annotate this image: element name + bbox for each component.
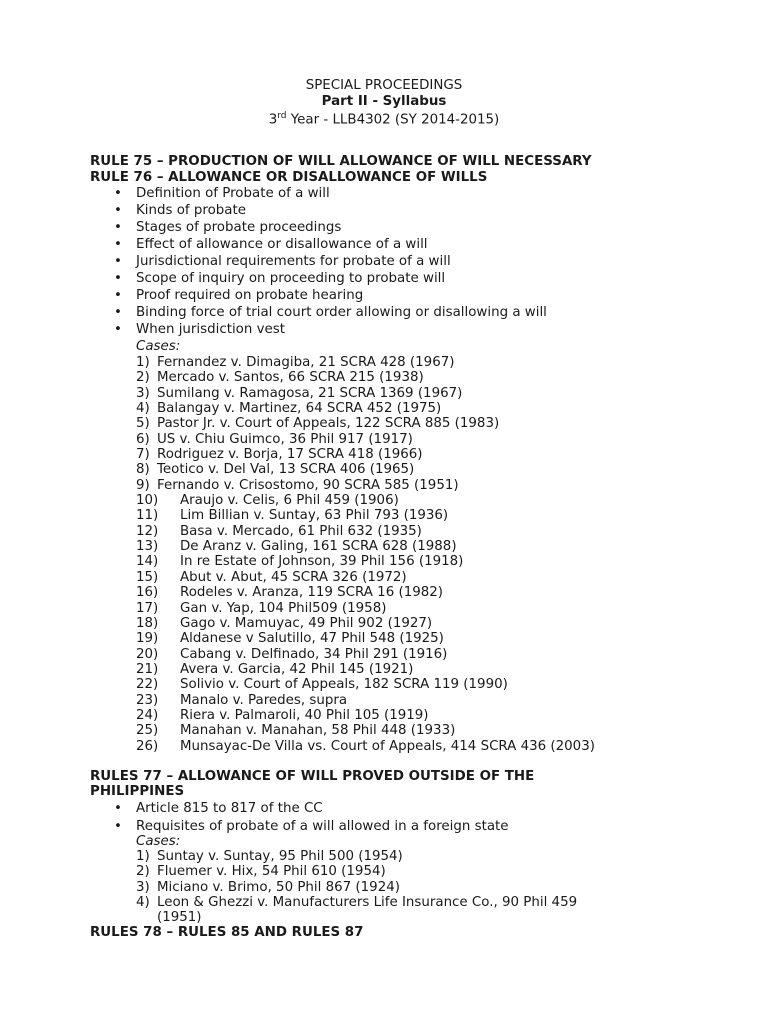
rule-75-heading: RULE 75 – PRODUCTION OF WILL ALLOWANCE OF WILL NECESSARY	[90, 154, 592, 169]
case-item: 4) Leon & Ghezzi v. Manufacturers Life Insurance Co., 90 Phil 459 (1951)	[136, 895, 578, 926]
case-item: 3) Sumilang v. Ramagosa, 21 SCRA 1369 (1967)	[136, 385, 463, 401]
list-item: • Proof required on probate hearing	[112, 287, 547, 304]
case-item: 14) In re Estate of Johnson, 39 Phil 156 (1918)	[136, 554, 464, 570]
case-item: 16) Rodeles v. Aranza, 119 SCRA 16 (1982)	[136, 585, 443, 601]
case-item: 5) Pastor Jr. v. Court of Appeals, 122 SCRA 885 (1983)	[136, 416, 500, 432]
case-item: 13) De Aranz v. Galing, 161 SCRA 628 (1988)	[136, 539, 457, 555]
document-header	[0, 78, 768, 128]
rule-76-cases-label: Cases:	[136, 339, 181, 354]
case-item: 15) Abut v. Abut, 45 SCRA 326 (1972)	[136, 569, 407, 585]
case-item: 1) Suntay v. Suntay, 95 Phil 500 (1954)	[136, 849, 403, 864]
rule-78-heading: RULES 78 – RULES 85 AND RULES 87	[90, 925, 364, 940]
case-item: 6) US v. Chiu Guimco, 36 Phil 917 (1917)	[136, 431, 413, 447]
rule-77-heading-line-1: RULES 77 – ALLOWANCE OF WILL PROVED OUTSIDE OF THE	[90, 769, 535, 784]
rule-77-cases-label: Cases:	[136, 834, 181, 849]
list-item: • Scope of inquiry on proceeding to probate will	[112, 270, 547, 287]
case-item: 9) Fernando v. Crisostomo, 90 SCRA 585 (1951)	[136, 477, 459, 493]
case-item: 24) Riera v. Palmaroli, 40 Phil 105 (1919)	[136, 707, 429, 723]
rule-76-heading: RULE 76 – ALLOWANCE OR DISALLOWANCE OF WILLS	[90, 170, 488, 185]
rule-76-case-list	[136, 355, 595, 754]
list-item: • Article 815 to 817 of the CC	[112, 800, 509, 817]
list-item: • Jurisdictional requirements for probate of a will	[112, 253, 547, 270]
rule-77-topic-list	[112, 800, 509, 835]
case-item: 19) Aldanese v Salutillo, 47 Phil 548 (1925)	[136, 631, 444, 647]
case-item: 21) Avera v. Garcia, 42 Phil 145 (1921)	[136, 661, 414, 677]
list-item: • When jurisdiction vest	[112, 321, 547, 338]
rule-77-case-list	[136, 849, 577, 926]
year-course-info: Year - LLB4302 (SY 2014-2015)	[286, 112, 500, 128]
list-item: • Kinds of probate	[112, 202, 547, 219]
document-title: SPECIAL PROCEEDINGS	[305, 78, 463, 93]
case-item: 26) Munsayac-De Villa vs. Court of Appeals, 414 SCRA 436 (2003)	[136, 738, 595, 754]
rule-77-heading-line-2: PHILIPPINES	[90, 784, 185, 799]
case-item: 3) Miciano v. Brimo, 50 Phil 867 (1924)	[136, 879, 400, 895]
case-item: 8) Teotico v. Del Val, 13 SCRA 406 (1965)	[136, 462, 415, 478]
case-item: 2) Fluemer v. Hix, 54 Phil 610 (1954)	[136, 864, 386, 880]
list-item: • Binding force of trial court order allowing or disallowing a will	[112, 304, 547, 321]
case-item: 23) Manalo v. Paredes, supra	[136, 692, 348, 708]
case-item: 10) Araujo v. Celis, 6 Phil 459 (1906)	[136, 493, 399, 509]
list-item: • Definition of Probate of a will	[112, 185, 547, 202]
case-item: 22) Solivio v. Court of Appeals, 182 SCRA 119 (1990)	[136, 677, 508, 693]
case-item: 20) Cabang v. Delfinado, 34 Phil 291 (1916)	[136, 646, 448, 662]
document-subtitle: Part II - Syllabus	[321, 93, 447, 109]
case-item: 7) Rodriguez v. Borja, 17 SCRA 418 (1966)	[136, 447, 423, 463]
document-year-line	[0, 109, 768, 128]
case-item: 11) Lim Billian v. Suntay, 63 Phil 793 (1936)	[136, 508, 449, 524]
rule-76-topic-list	[112, 185, 547, 338]
case-item: 18) Gago v. Mamuyac, 49 Phil 902 (1927)	[136, 615, 433, 631]
case-item: 1) Fernandez v. Dimagiba, 21 SCRA 428 (1967)	[136, 355, 455, 370]
list-item: • Requisites of probate of a will allowed in a foreign state	[112, 818, 509, 835]
case-item: 25) Manahan v. Manahan, 58 Phil 448 (1933)	[136, 723, 456, 739]
case-item: 12) Basa v. Mercado, 61 Phil 632 (1935)	[136, 523, 422, 539]
list-item: • Stages of probate proceedings	[112, 219, 547, 236]
case-item: 4) Balangay v. Martinez, 64 SCRA 452 (1975)	[136, 401, 442, 417]
case-item: 17) Gan v. Yap, 104 Phil509 (1958)	[136, 600, 387, 616]
year-ordinal-suffix: rd	[277, 111, 287, 121]
year-number: 3	[268, 112, 278, 128]
case-item: 2) Mercado v. Santos, 66 SCRA 215 (1938)	[136, 370, 424, 386]
list-item: • Effect of allowance or disallowance of a will	[112, 236, 547, 253]
